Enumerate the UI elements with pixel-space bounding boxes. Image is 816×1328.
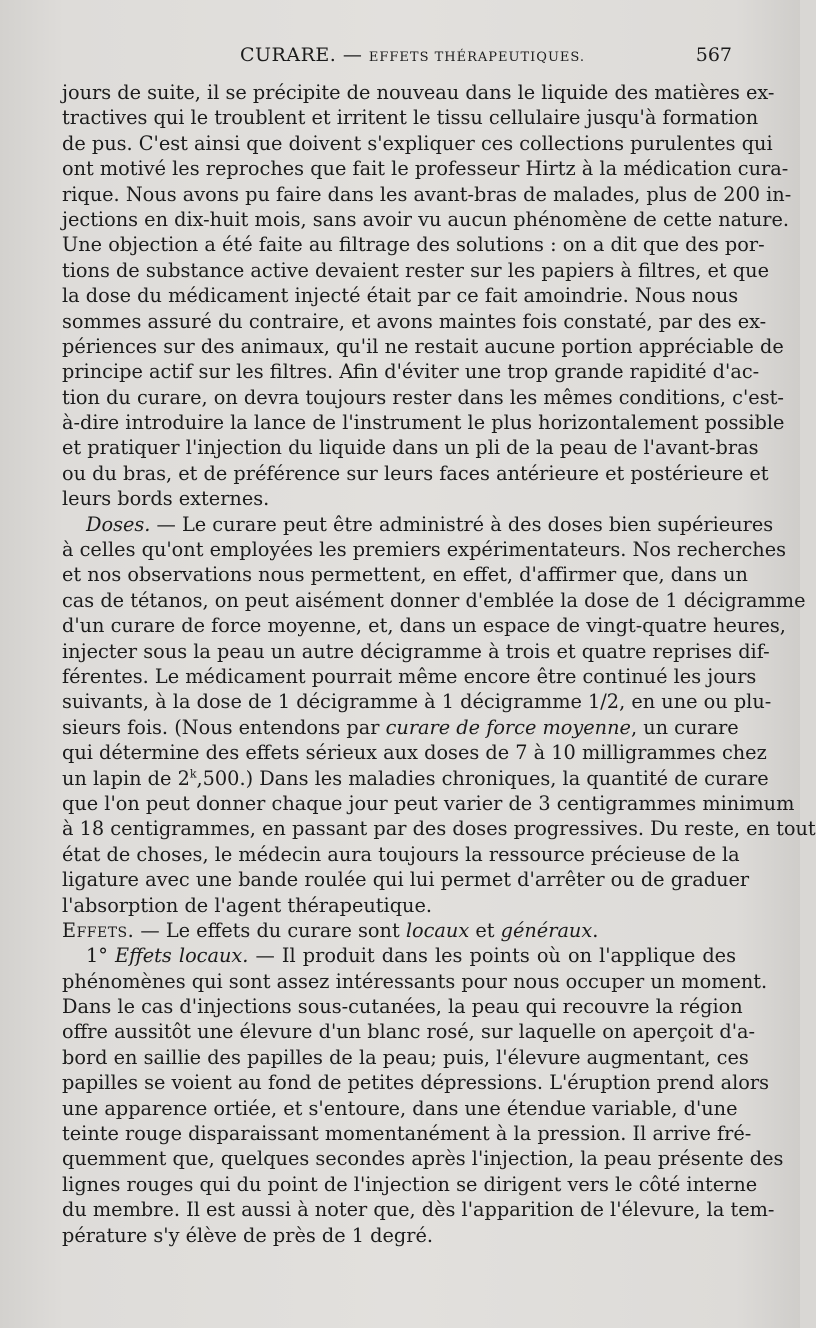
text-line: Dans le cas d'injections sous-cutanées, la peau qui recouvre la région xyxy=(62,995,743,1019)
text-line: suivants, à la dose de 1 décigramme à 1 décigramme 1/2, en une ou plu- xyxy=(62,690,772,714)
text-line: bord en saillie des papilles de la peau; puis, l'élevure augmentant, ces xyxy=(62,1045,749,1069)
running-title xyxy=(240,44,585,66)
text-line: d'un curare de force moyenne, et, dans un espace de vingt-quatre heures, xyxy=(62,614,786,638)
text-fragment: sieurs fois. (Nous entendons par xyxy=(62,715,386,739)
text-line: à celles qu'ont employées les premiers expérimentateurs. Nos recherches xyxy=(62,538,787,562)
text-line: quemment que, quelques secondes après l'injection, la peau présente des xyxy=(62,1147,784,1171)
text-line: périences sur des animaux, qu'il ne restait aucune portion appréciable de xyxy=(62,334,784,358)
text-line: lignes rouges qui du point de l'injection se dirigent vers le côté interne xyxy=(62,1172,758,1196)
text-line: jours de suite, il se précipite de nouveau dans le liquide des matières ex- xyxy=(62,81,775,104)
text-line: ont motivé les reproches que fait le professeur Hirtz à la médication cura- xyxy=(62,157,789,181)
text-line: de pus. C'est ainsi que doivent s'expliquer ces collections purulentes qui xyxy=(62,131,773,155)
header-title: CURARE. xyxy=(240,44,337,66)
text-line: ou du bras, et de préférence sur leurs faces antérieure et postérieure et xyxy=(62,461,769,485)
text-line: leurs bords externes. xyxy=(62,487,270,511)
doses-first-line-text: — Le curare peut être administré à des doses bien supérieures xyxy=(150,512,774,536)
text-line: état de choses, le médecin aura toujours la ressource précieuse de la xyxy=(62,842,740,866)
text-line: papilles se voient au fond de petites dépressions. L'éruption prend alors xyxy=(62,1071,769,1095)
text-line: à-dire introduire la lance de l'instrument le plus horizontalement possible xyxy=(62,411,785,435)
running-header xyxy=(62,44,738,74)
text-line: offre aussitôt une élevure d'un blanc rosé, sur laquelle on aperçoit d'a- xyxy=(62,1020,756,1044)
text-line: teinte rouge disparaissant momentanément à la pression. Il arrive fré- xyxy=(62,1122,752,1146)
superscript-kilo: k xyxy=(189,767,197,781)
text-line: injecter sous la peau un autre décigramme à trois et quatre reprises dif- xyxy=(62,639,770,663)
locaux-number: 1° xyxy=(86,944,116,968)
text-line xyxy=(62,715,739,740)
emphasis-generaux: généraux xyxy=(500,918,593,942)
locaux-first-line xyxy=(62,943,736,968)
page-number: 567 xyxy=(695,44,732,66)
text-line: du membre. Il est aussi à noter que, dès l'apparition de l'élevure, la tem- xyxy=(62,1198,775,1222)
text-fragment: ,500.) Dans les maladies chroniques, la quantité de curare xyxy=(196,766,769,790)
emphasis-curare-force-moyenne: curare de force moyenne xyxy=(385,715,631,739)
text-line: tractives qui le troublent et irritent le tissu cellulaire jusqu'à formation xyxy=(62,106,759,130)
text-line: principe actif sur les filtres. Afin d'éviter une trop grande rapidité d'ac- xyxy=(62,360,760,384)
emphasis-locaux: locaux xyxy=(405,918,470,942)
text-line xyxy=(62,766,769,791)
text-line: tion du curare, on devra toujours rester dans les mêmes conditions, c'est- xyxy=(62,385,784,409)
header-subtitle: EFFETS THÉRAPEUTIQUES. xyxy=(368,50,585,65)
effets-label: Effets. xyxy=(62,918,135,942)
text-line: pérature s'y élève de près de 1 degré. xyxy=(62,1223,434,1247)
doses-label: Doses. xyxy=(86,512,151,536)
text-line: phénomènes qui sont assez intéressants pour nous occuper un moment. xyxy=(62,969,768,993)
text-line: l'absorption de l'agent thérapeutique. xyxy=(62,893,433,917)
text-line: la dose du médicament injecté était par ce fait amoindrie. Nous nous xyxy=(62,284,739,308)
text-line: cas de tétanos, on peut aisément donner d'emblée la dose de 1 décigramme xyxy=(62,588,806,612)
text-line: et pratiquer l'injection du liquide dans un pli de la peau de l'avant-bras xyxy=(62,436,759,460)
text-line: une apparence ortiée, et s'entoure, dans une étendue variable, d'une xyxy=(62,1096,738,1120)
text-fragment: . xyxy=(592,918,599,942)
text-line: que l'on peut donner chaque jour peut varier de 3 centigrammes minimum xyxy=(62,791,795,815)
text-line: ligature avec une bande roulée qui lui permet d'arrêter ou de graduer xyxy=(62,868,750,892)
text-line: jections en dix-huit mois, sans avoir vu aucun phénomène de cette nature. xyxy=(62,207,790,231)
body-text xyxy=(62,80,816,1248)
text-fragment: un lapin de 2 xyxy=(62,766,190,790)
doses-first-line xyxy=(62,512,774,537)
locaux-label: Effets locaux. xyxy=(115,944,249,968)
text-fragment: et xyxy=(469,918,501,942)
text-line: tions de substance active devaient rester sur les papiers à filtres, et que xyxy=(62,258,769,282)
header-dash: — xyxy=(336,44,369,66)
text-line: sommes assuré du contraire, et avons maintes fois constaté, par des ex- xyxy=(62,309,767,333)
text-fragment: , un curare xyxy=(630,715,739,739)
text-line: rique. Nous avons pu faire dans les avant-bras de malades, plus de 200 in- xyxy=(62,182,792,206)
effets-line xyxy=(62,918,736,943)
text-line: qui détermine des effets sérieux aux doses de 7 à 10 milligrammes chez xyxy=(62,741,767,765)
text-line: férentes. Le médicament pourrait même encore être continué les jours xyxy=(62,664,757,688)
text-line: et nos observations nous permettent, en effet, d'affirmer que, dans un xyxy=(62,563,748,587)
text-fragment: — Il produit dans les points où on l'applique des xyxy=(248,944,736,968)
text-line: à 18 centigrammes, en passant par des doses progressives. Du reste, en tout xyxy=(62,817,816,841)
text-fragment: — Le effets du curare sont xyxy=(134,918,406,942)
text-line: Une objection a été faite au filtrage des solutions : on a dit que des por- xyxy=(62,233,765,257)
